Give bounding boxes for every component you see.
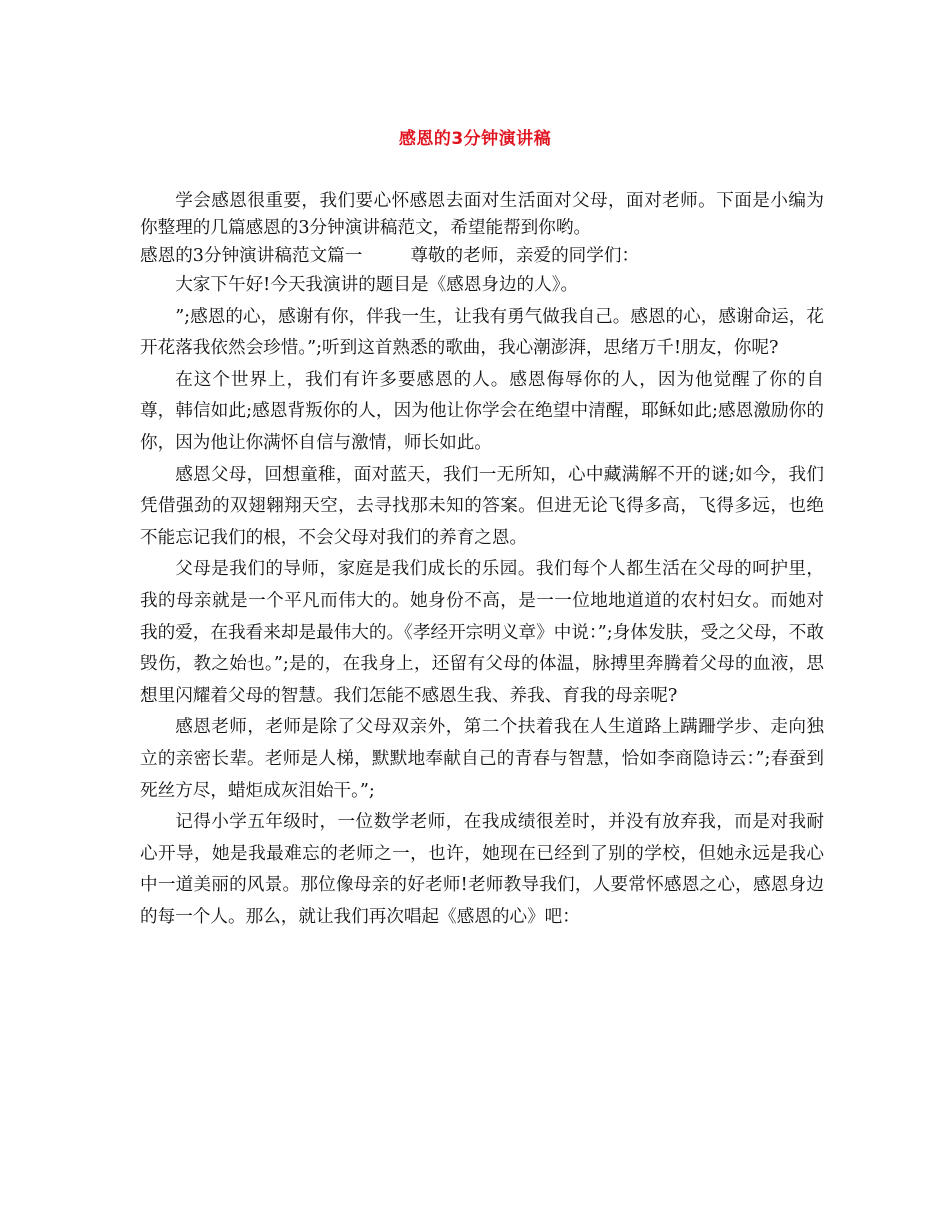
body-paragraph: 在这个世界上，我们有许多要感恩的人。感恩侮辱你的人，因为他觉醒了你的自尊，韩信如此;感恩背叛你的人，因为他让你学会在绝望中清醒，耶稣如此;感恩激励你的你，因为他让你满怀自信与激情，师长如此。 <box>140 369 824 453</box>
body-paragraph: 父母是我们的导师，家庭是我们成长的乐园。我们每个人都生活在父母的呵护里，我的母亲就是一个平凡而伟大的。她身份不高，是一一位地地道道的农村妇女。而她对我的爱，在我看来却是最伟大的。《孝经开宗明义章》中说：”;身体发肤，受之父母，不敢毁伤，教之始也。”;是的，在我身上，还留有父母的体温，脉搏里奔腾着父母的血液，思想里闪耀着父母的智慧。我们怎能不感恩生我、养我、育我的母亲呢? <box>140 559 824 706</box>
body-paragraph: 感恩父母，回想童稚，面对蓝天，我们一无所知，心中藏满解不开的谜;如今，我们凭借强劲的双翅翱翔天空，去寻找那未知的答案。但进无论飞得多高，飞得多远，也绝不能忘记我们的根，不会父母对我们的养育之恩。 <box>140 464 824 548</box>
body-paragraph: ”;感恩的心，感谢有你，伴我一生，让我有勇气做我自己。感恩的心，感谢命运，花开花落我依然会珍惜。”;听到这首熟悉的歌曲，我心潮澎湃，思绪万千!朋友，你呢? <box>140 306 824 359</box>
body-paragraph: 感恩老师，老师是除了父母双亲外，第二个扶着我在人生道路上蹒跚学步、走向独立的亲密长辈。老师是人梯，默默地奉献自己的青春与智慧，恰如李商隐诗云：”;春蚕到死丝方尽，蜡炬成灰泪始干。”; <box>140 717 824 801</box>
body-paragraph: 大家下午好!今天我演讲的题目是《感恩身边的人》。 <box>175 275 579 295</box>
section-heading: 感恩的3分钟演讲稿范文篇一 <box>140 246 363 266</box>
greeting: 尊敬的老师，亲爱的同学们： <box>410 246 640 266</box>
body-paragraph: 记得小学五年级时，一位数学老师，在我成绩很差时，并没有放弃我，而是对我耐心开导，她是我最难忘的老师之一，也许，她现在已经到了别的学校，但她永远是我心中一道美丽的风景。那位像母亲的好老师!老师教导我们，人要常怀感恩之心，感恩身边的每一个人。那么，就让我们再次唱起《感恩的心》吧： <box>140 812 824 927</box>
document-body <box>140 188 824 933</box>
intro-paragraph: 学会感恩很重要，我们要心怀感恩去面对生活面对父母，面对老师。下面是小编为你整理的几篇感恩的3分钟演讲稿范文，希望能帮到你哟。 <box>140 191 824 238</box>
document-title: 感恩的3分钟演讲稿 <box>398 129 552 149</box>
section-heading-line <box>140 242 824 270</box>
